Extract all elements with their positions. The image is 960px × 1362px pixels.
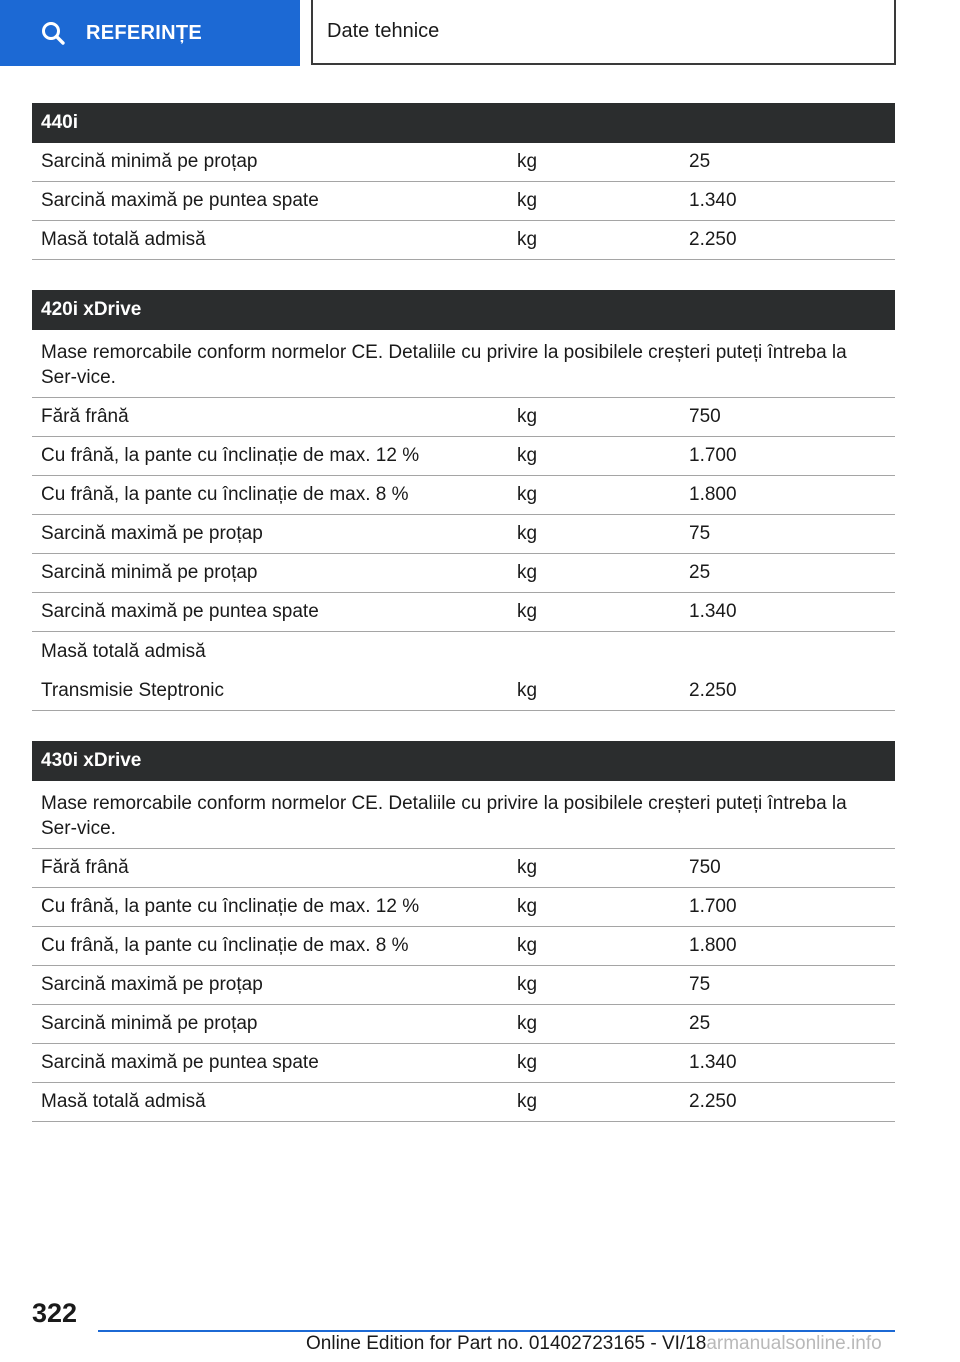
references-button[interactable] [0, 0, 300, 66]
row-value: 2.250 [689, 229, 737, 250]
row-label [32, 143, 517, 181]
row-label-text: Masă totală admisă [41, 1091, 206, 1112]
row-label-text: Sarcină maximă pe puntea spate [41, 1052, 319, 1073]
spec-table [32, 103, 895, 260]
row-value: 1.340 [689, 1052, 737, 1073]
table-row [32, 849, 895, 888]
table-row [32, 554, 895, 593]
row-value: 1.340 [689, 190, 737, 211]
row-unit: kg [517, 1052, 538, 1073]
row-label [32, 966, 517, 1004]
row-label-text: Sarcină minimă pe proțap [41, 151, 258, 172]
row-unit: kg [517, 974, 538, 995]
table-row [32, 966, 895, 1005]
table-row [32, 1044, 895, 1083]
table-title: 430i xDrive [32, 741, 895, 781]
row-label-text: Sarcină maximă pe puntea spate [41, 601, 319, 622]
table-row [32, 1005, 895, 1044]
table-row [32, 927, 895, 966]
footer-edition [306, 1333, 882, 1355]
row-unit: kg [517, 935, 538, 956]
row-value: 1.340 [689, 601, 737, 622]
row-label [32, 476, 517, 514]
row-unit: kg [517, 151, 538, 172]
row-label [32, 1083, 517, 1121]
footer-divider [98, 1330, 895, 1332]
row-label [32, 437, 517, 475]
row-unit: kg [517, 1091, 538, 1112]
table-row [32, 437, 895, 476]
row-unit: kg [517, 229, 538, 250]
row-value: 75 [689, 974, 711, 995]
row-label [32, 927, 517, 965]
row-label [32, 1005, 517, 1043]
row-unit: kg [517, 406, 538, 427]
row-value: 1.800 [689, 935, 737, 956]
table-title: 440i [32, 103, 895, 143]
table-row [32, 182, 895, 221]
table-title: 420i xDrive [32, 290, 895, 330]
row-label-text: Cu frână, la pante cu înclinație de max. 8 % [41, 935, 409, 956]
table-row [32, 143, 895, 182]
row-label-text: Cu frână, la pante cu înclinație de max. 12 % [41, 445, 420, 466]
row-label [32, 515, 517, 553]
row-label [32, 1044, 517, 1082]
row-label [32, 554, 517, 592]
row-value: 2.250 [689, 680, 737, 701]
row-label-text: Sarcină maximă pe proțap [41, 974, 263, 995]
row-label-text: Sarcină maximă pe puntea spate [41, 190, 319, 211]
watermark: armanualsonline.info [706, 1333, 882, 1354]
row-label-text: Masă totală admisă [41, 229, 206, 250]
row-label-text: Fără frână [41, 406, 129, 427]
row-unit: kg [517, 445, 538, 466]
row-label [32, 632, 517, 710]
row-value: 750 [689, 857, 721, 878]
row-unit: kg [517, 601, 538, 622]
section-tab[interactable]: Date tehnice [311, 0, 896, 65]
edition-text: Online Edition for Part no. 01402723165 - VI/18 [306, 1333, 707, 1354]
row-value: 750 [689, 406, 721, 427]
row-sublabel-text: Transmisie Steptronic [41, 680, 225, 701]
row-label [32, 182, 517, 220]
table-row [32, 632, 895, 711]
table-row [32, 476, 895, 515]
spec-table [32, 290, 895, 711]
row-label-text: Masă totală admisă [41, 641, 206, 662]
row-label-text: Cu frână, la pante cu înclinație de max. 8 % [41, 484, 409, 505]
row-value: 1.700 [689, 896, 737, 917]
page-number: 322 [32, 1298, 78, 1328]
technical-data-content [32, 103, 895, 1152]
row-label-text: Sarcină minimă pe proțap [41, 1013, 258, 1034]
row-value: 1.700 [689, 445, 737, 466]
table-note: Mase remorcabile conform normelor CE. Detaliile cu privire la posibilele creșteri puteți întreba la Ser-vice. [32, 781, 895, 849]
row-unit: kg [517, 523, 538, 544]
spec-table [32, 741, 895, 1122]
table-row [32, 221, 895, 260]
row-unit: kg [517, 190, 538, 211]
table-row [32, 515, 895, 554]
row-value: 25 [689, 1013, 711, 1034]
row-label [32, 593, 517, 631]
row-value: 75 [689, 523, 711, 544]
row-label-text: Sarcină maximă pe proțap [41, 523, 263, 544]
row-label [32, 849, 517, 887]
row-value: 25 [689, 562, 711, 583]
row-unit: kg [517, 680, 538, 701]
row-label [32, 221, 517, 259]
table-row [32, 888, 895, 927]
row-unit: kg [517, 857, 538, 878]
row-label [32, 398, 517, 436]
row-label-text: Sarcină minimă pe proțap [41, 562, 258, 583]
table-row [32, 398, 895, 437]
row-unit: kg [517, 896, 538, 917]
row-unit: kg [517, 484, 538, 505]
row-value: 1.800 [689, 484, 737, 505]
references-label: REFERINȚE [86, 21, 203, 44]
table-row [32, 1083, 895, 1122]
row-label [32, 888, 517, 926]
table-note: Mase remorcabile conform normelor CE. Detaliile cu privire la posibilele creșteri puteți întreba la Ser-vice. [32, 330, 895, 398]
row-label-text: Fără frână [41, 857, 129, 878]
row-value: 2.250 [689, 1091, 737, 1112]
table-row [32, 593, 895, 632]
row-label-text: Cu frână, la pante cu înclinație de max. 12 % [41, 896, 420, 917]
row-unit: kg [517, 562, 538, 583]
row-unit: kg [517, 1013, 538, 1034]
search-icon [40, 20, 66, 46]
top-navigation [0, 0, 960, 66]
row-value: 25 [689, 151, 711, 172]
